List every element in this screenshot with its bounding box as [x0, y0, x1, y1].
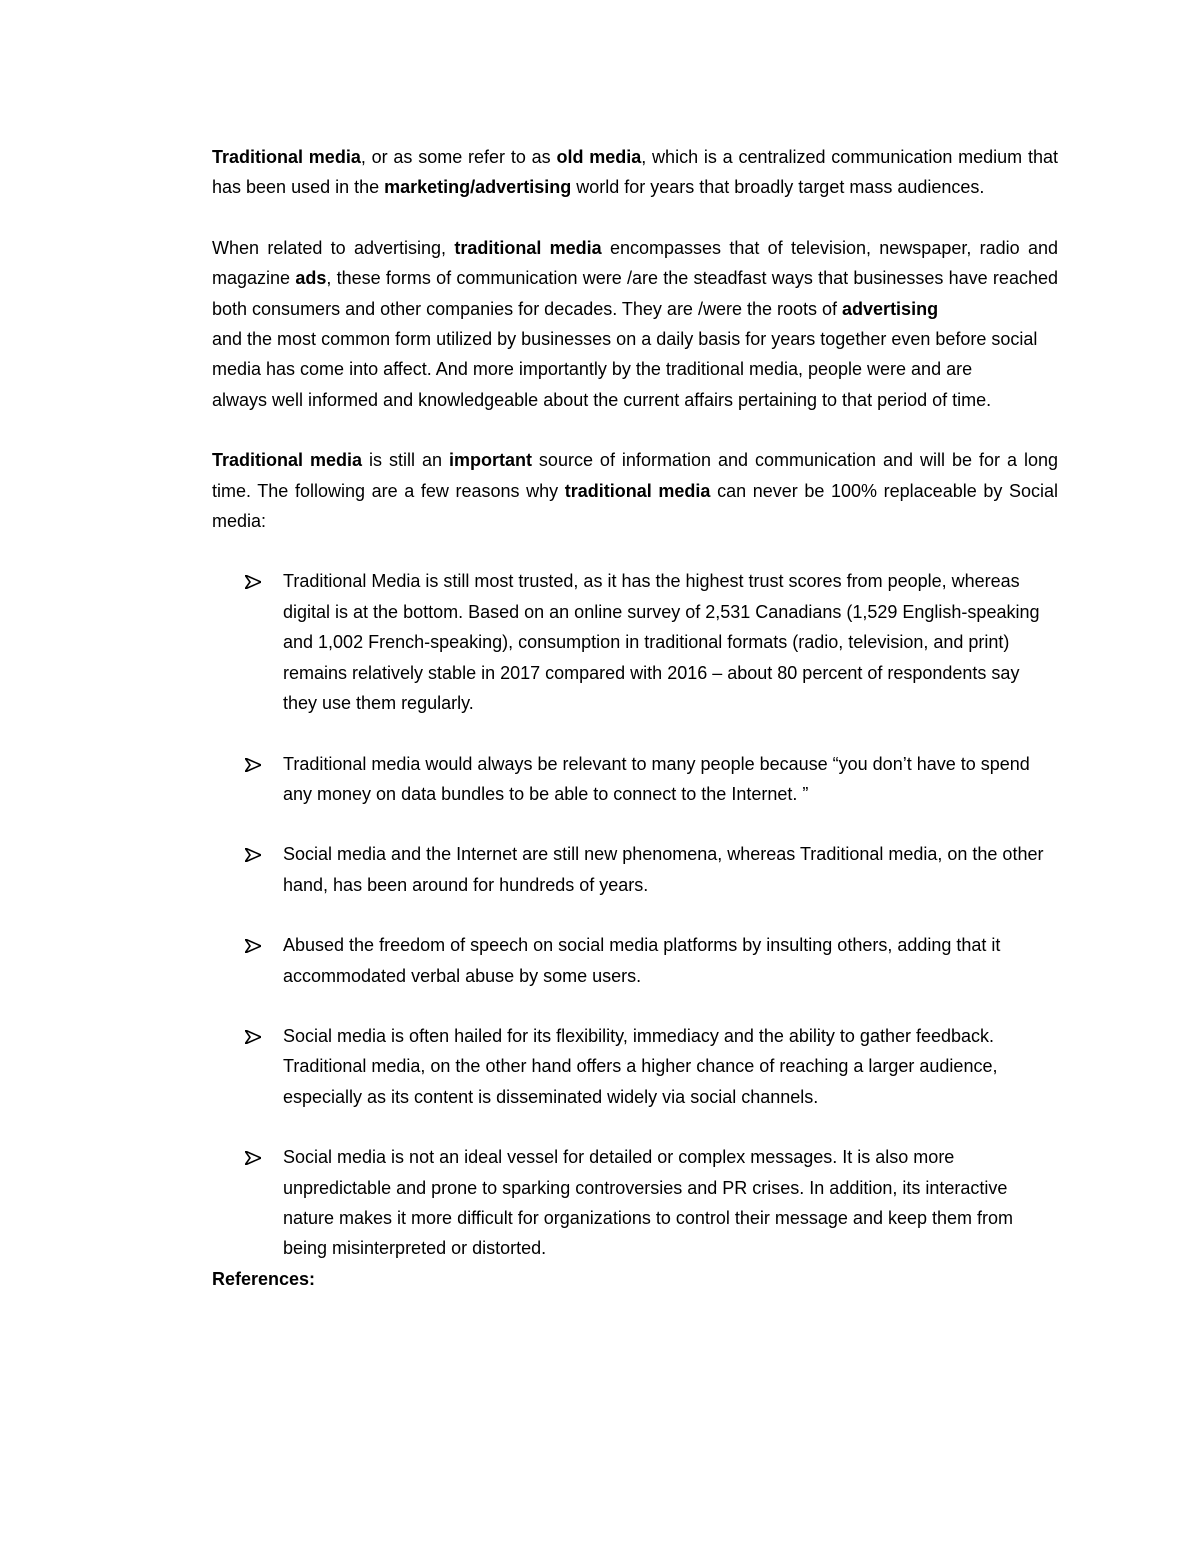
arrowhead-bullet-icon: [245, 575, 261, 589]
text-run: , which is a centralized communication medium that has been used in the: [212, 147, 1058, 198]
bold-term: traditional media: [564, 480, 711, 501]
references-heading: References:: [212, 1268, 316, 1289]
text-run: source of information and communication and will be for a long time. The following are a few reasons why: [212, 450, 1058, 501]
bold-term: Traditional media: [212, 450, 363, 471]
paragraph-intro: [212, 142, 1058, 203]
bold-term: marketing/advertising: [384, 177, 572, 198]
text-run: can never be 100% replaceable by Social media:: [212, 480, 1059, 532]
list-item-text: Social media and the Internet are still new phenomena, whereas Traditional media, on the other hand, has been around for hundreds of years.: [283, 844, 1044, 895]
arrowhead-bullet-icon: [245, 758, 261, 772]
bold-term: ads: [295, 268, 327, 289]
paragraph-reasons-intro: [212, 445, 1058, 536]
list-item: [212, 566, 1058, 718]
list-item-text: Traditional Media is still most trusted, as it has the highest trust scores from people, whereas digital is at the bottom. Based on an online survey of 2,531 Canadians (1,529 English-speaking and 1,002 French-speaking), consumption in traditional formats (radio, television, and print) remains relatively stable in 2017 compared with 2016 – about 80 percent of respondents say they use them regularly.: [283, 571, 1040, 714]
bold-term: important: [448, 450, 532, 471]
text-run: , these forms of communication were /are the steadfast ways that businesses have reached both consumers and other companies for decades. They are /were the roots of: [212, 268, 1058, 319]
text-run: is still an: [362, 450, 449, 471]
text-run-continuation: always well informed and knowledgeable about the current affairs pertaining to that period of time.: [212, 389, 992, 410]
list-item-text: Social media is not an ideal vessel for detailed or complex messages. It is also more unpredictable and prone to sparking controversies and PR crises. In addition, its interactive nature makes it more difficult for organizations to control their message and keep them from being misinterpreted or distorted.: [283, 1147, 1014, 1259]
arrowhead-bullet-icon: [245, 939, 261, 953]
bold-term: old media: [556, 147, 642, 167]
list-item-text: Traditional media would always be relevant to many people because “you don’t have to spend any money on data bundles to be able to connect to the Internet. ”: [283, 753, 1030, 804]
arrowhead-bullet-icon: [245, 1030, 261, 1044]
text-run: and the most common form utilized by businesses on a daily basis for years together even before social media has come into affect. And more importantly by the traditional media, people were and are: [212, 329, 1038, 380]
bold-term: traditional media: [454, 237, 602, 258]
list-item-text: Social media is often hailed for its flexibility, immediacy and the ability to gather feedback. Traditional media, on the other hand offers a higher chance of reaching a larger audience, especially as its content is disseminated widely via social channels.: [283, 1025, 998, 1107]
document-body: [212, 142, 1058, 1294]
text-run: world for years that broadly target mass audiences.: [571, 177, 985, 198]
arrowhead-bullet-icon: [245, 848, 261, 862]
reasons-list: [212, 566, 1058, 1263]
list-item: [212, 1021, 1058, 1112]
paragraph-advertising: [212, 233, 1058, 415]
list-item-text: Abused the freedom of speech on social media platforms by insulting others, adding that it accommodated verbal abuse by some users.: [283, 935, 1001, 986]
list-item: [212, 749, 1058, 810]
bold-term: advertising: [842, 298, 939, 319]
list-item: [212, 1142, 1058, 1264]
text-run: When related to advertising,: [212, 237, 455, 258]
arrowhead-bullet-icon: [245, 1151, 261, 1165]
text-run: encompasses that of television, newspaper, radio and magazine: [212, 237, 1059, 289]
bold-term: Traditional media: [212, 147, 361, 167]
text-run: , or as some refer to as: [360, 147, 557, 167]
list-item: [212, 930, 1058, 991]
list-item: [212, 839, 1058, 900]
